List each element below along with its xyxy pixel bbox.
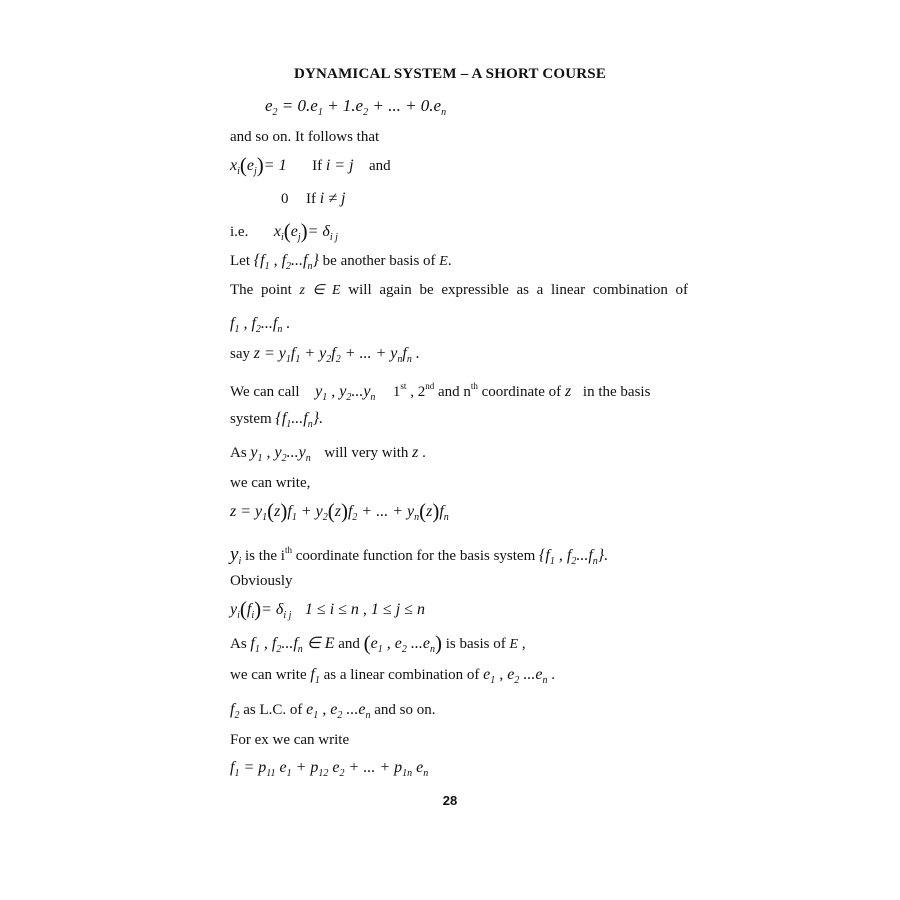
and-label: and: [338, 636, 360, 652]
let-label: Let: [230, 253, 250, 269]
and-n: and n: [437, 384, 471, 400]
equation-f1-expansion: $f_1 = p_{11}$ $e_1 + p_{12}$ $e_2$ + ... + $p_{1n}$ $e_n$: [230, 759, 429, 779]
sup-th: th: [284, 545, 292, 555]
say-label: say: [230, 346, 250, 362]
sup-st: st: [400, 381, 407, 391]
ie-label: i.e.: [230, 224, 249, 240]
text-we-can-call: We can call $y_1$ , $y_2...y_n$ 1st , 2nd and $n^{th}$ coordinate of z in the basis: [230, 381, 651, 403]
as-label: As: [230, 445, 247, 461]
is-the-i: is the i: [244, 548, 285, 564]
text-we-can-write-f1: we can write $f_1$ as a linear combination of $e_1$ , $e_2$ $...e_n$ .: [230, 666, 555, 686]
system-label: system: [230, 411, 272, 427]
coordinate-of: coordinate of: [481, 384, 562, 400]
we-can-call: We can call: [230, 384, 300, 400]
equation-xi-ej: $x_i(e_j)= 1$ If i = j and: [230, 153, 391, 177]
text-line: and so on. It follows that: [230, 129, 380, 145]
and-so-on: and so on.: [374, 702, 436, 718]
text-line: Obviously: [230, 573, 293, 589]
equation-kronecker: i.e. $x_i(e_j)= \delta_{i j}$: [230, 219, 338, 243]
if-label: If: [312, 158, 323, 174]
equation-zero-case: 0 If i ≠ j: [281, 190, 346, 207]
as-label: As: [230, 636, 247, 652]
text-f2-lc: $f_2$ as L.C. of $e_1$ , $e_2$ $...e_n$ and so on.: [230, 701, 436, 721]
equation-say-z: say $z = y_1f_1 + y_2f_2$ + ... + $y_nf_n$ .: [230, 345, 420, 365]
text-system: system $\{f_1...f_n\}$.: [230, 410, 324, 430]
page-header-title: DYNAMICAL SYSTEM – A SHORT COURSE: [293, 66, 607, 82]
text-yi-coordinate: $y_i$ is the $i^{th}$ coordinate function for the basis system {$f_1$ , $f_2...f_n$}.: [230, 544, 609, 567]
text-line: we can write,: [230, 475, 311, 491]
text-let-basis: Let {$f_1$ , $f_2...f_n$} be another basis of E.: [230, 252, 452, 272]
sup-nd: nd: [425, 381, 435, 391]
and-label: and: [369, 158, 391, 174]
text-line: For ex we can write: [230, 732, 350, 748]
coordinate-function: coordinate function for the basis system: [295, 548, 536, 564]
will-very: will very with: [324, 445, 409, 461]
equation-yi-fi: $y_i(f_i)= \delta_{i j}$ 1 ≤ i ≤ n , 1 ≤ j ≤ n: [230, 597, 425, 621]
if-label: If: [306, 191, 316, 207]
in-the-basis: in the basis: [582, 384, 651, 400]
equation-f-list: $f_1$ , $f_2...f_n$ .: [230, 315, 291, 335]
linear-combination: as a linear combination of: [323, 667, 480, 683]
as-lc-of: as L.C. of: [243, 702, 303, 718]
is-basis-of: is basis of: [445, 636, 506, 652]
equation-z-functions: $z = y_1(z)f_1 + y_2(z)f_2$ + ... + $y_n(z)f_n$: [230, 499, 449, 523]
page-number: 28: [442, 793, 458, 808]
point-label: The point: [230, 282, 292, 298]
basis-text: be another basis of: [322, 253, 436, 269]
text-point-z: The point z ∈ E will again be expressible as a linear combination of: [230, 282, 689, 298]
we-can-write: we can write: [230, 667, 307, 683]
point-rest: will again be expressible as a linear combination of: [348, 282, 689, 298]
text-as-y: As $y_1$ , $y_2...y_n$ will very with z .: [230, 444, 426, 464]
text-as-f: As $f_1$ , $f_2...f_n$ ∈ E and ($e_1$ , $e_2$ $...e_n$) is basis of E ,: [230, 631, 526, 655]
sup-th: th: [470, 381, 478, 391]
equation-e2: $e_2 = 0.e_1 + 1.e_2$ + ... + $0.e_n$: [265, 96, 447, 118]
zero-value: 0: [281, 191, 289, 207]
